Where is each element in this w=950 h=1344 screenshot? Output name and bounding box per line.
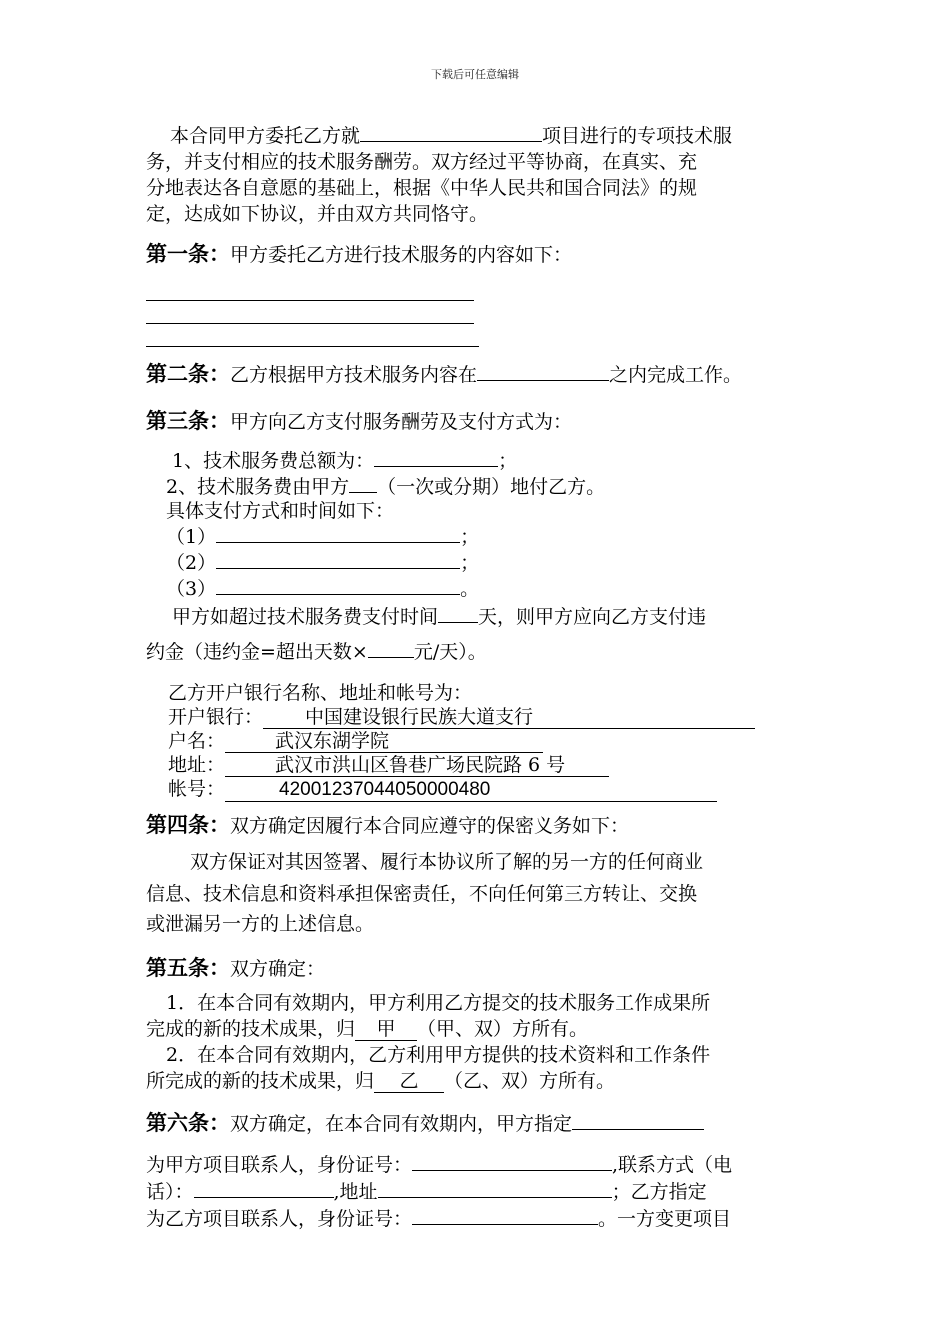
- project-name-blank[interactable]: [360, 122, 542, 142]
- service-content-lines: [146, 278, 814, 347]
- account-name-field[interactable]: 武汉东湖学院: [225, 730, 543, 753]
- party-a-address-blank[interactable]: [378, 1178, 612, 1198]
- payment-schedule-blank[interactable]: [216, 523, 460, 543]
- address-row: 地址： 武汉市洪山区鲁巷广场民院路 6 号: [168, 753, 814, 777]
- payment-mode-blank[interactable]: [349, 473, 377, 493]
- account-number-field[interactable]: 42001237044050000480: [225, 779, 717, 802]
- ownership-party-1-field[interactable]: 甲: [355, 1018, 417, 1041]
- total-fee-blank[interactable]: [374, 447, 498, 467]
- ownership-party-2-field[interactable]: 乙: [374, 1070, 444, 1093]
- address-field[interactable]: 武汉市洪山区鲁巷广场民院路 6 号: [225, 754, 609, 777]
- completion-period-blank[interactable]: [477, 361, 609, 381]
- payment-schedule-blank[interactable]: [216, 575, 460, 595]
- party-a-id-number-blank[interactable]: [412, 1151, 612, 1171]
- article-6: 第六条：双方确定，在本合同有效期内，甲方指定: [146, 1108, 814, 1139]
- party-a-phone-blank[interactable]: [194, 1178, 334, 1198]
- contract-body: 本合同甲方委托乙方就 项目进行的专项技术服 务，并支付相应的技术服务酬劳。双方经过平等协商，在真实、充 分地表达各自意愿的基础上，根据《中华人民共和国合同法》的规 定，达成如下协议，并由双方共同恪守。 第一条：甲方委托乙方进行技术服务的内容如下： 第二条：乙方根据甲方技术服务内容在 之内完成工作。 第三条：甲方向乙方支付服务酬劳及支付方式为： 1、技术服务费总额为： ； 2、技术服务费由甲方 （一次或分期）地付乙方。 具体支付方式和时间如下： （1） ； （2） ； （3） 。 甲方如超过技术服务费支付时间 天，则甲方应向乙方支付违 约金（违约金=超出天数× 元/天）。 乙方开户银行名称、地址和帐号为： 开户银行： 中国建设银行民族大道支行 户名： 武汉东湖学院 地址： 武汉市洪山区鲁巷广场民院路 6 号 帐号： 42001237044050000480 第四条：双方确定因履行本合同应遵守的保密义务如下： 双方保证对其因签署、履行本协议所了解的另一方的任何商业 信息、技术信息和资料承担保密责任，不向任何第三方转让、交换 或泄漏另一方的上述信息。 第五条：双方确定： 1．在本合同有效期内，甲方利用乙方提交的技术服务工作成果所 完成的新的技术成果，归 甲 （甲、双）方所有。 2．在本合同有效期内，乙方利用甲方提供的技术资料和工作条件 所完成的新的技术成果，归 乙 （乙、双）方所有。 第六条：双方确定，在本合同有效期内，甲方指定 为甲方项目联系人，身份证号： ,联系方式（电 话）： ,地址 ；乙方指定 为乙方项目联系人，身份证号： 。一方变更项目: [146, 122, 814, 1232]
- article-2: 第二条：乙方根据甲方技术服务内容在 之内完成工作。: [146, 362, 743, 386]
- bank-name-field[interactable]: 中国建设银行民族大道支行: [263, 706, 755, 729]
- overdue-days-blank[interactable]: [438, 603, 478, 623]
- payment-schedule-blank[interactable]: [216, 549, 460, 569]
- article-4: 第四条：双方确定因履行本合同应遵守的保密义务如下：: [146, 813, 630, 837]
- intro-paragraph: 本合同甲方委托乙方就 项目进行的专项技术服 务，并支付相应的技术服务酬劳。双方经过平等协商，在真实、充 分地表达各自意愿的基础上，根据《中华人民共和国合同法》的规 定，达成如下协议，并由双方共同恪守。: [146, 122, 814, 227]
- penalty-rate-blank[interactable]: [368, 638, 414, 658]
- account-name-row: 户名： 武汉东湖学院: [168, 729, 814, 753]
- article-5: 第五条：双方确定：: [146, 956, 326, 980]
- service-content-line[interactable]: [146, 301, 474, 324]
- bank-name-row: 开户银行： 中国建设银行民族大道支行: [168, 705, 814, 729]
- account-number-row: 帐号： 42001237044050000480: [168, 777, 814, 802]
- service-content-line[interactable]: [146, 278, 474, 301]
- article-3: 第三条：甲方向乙方支付服务酬劳及支付方式为：: [146, 409, 573, 433]
- party-b-id-number-blank[interactable]: [412, 1205, 598, 1225]
- service-content-line[interactable]: [146, 324, 479, 347]
- page-header: 下载后可任意编辑: [431, 68, 519, 81]
- party-a-contact-name-blank[interactable]: [572, 1110, 704, 1130]
- article-1: 第一条：甲方委托乙方进行技术服务的内容如下：: [146, 242, 573, 266]
